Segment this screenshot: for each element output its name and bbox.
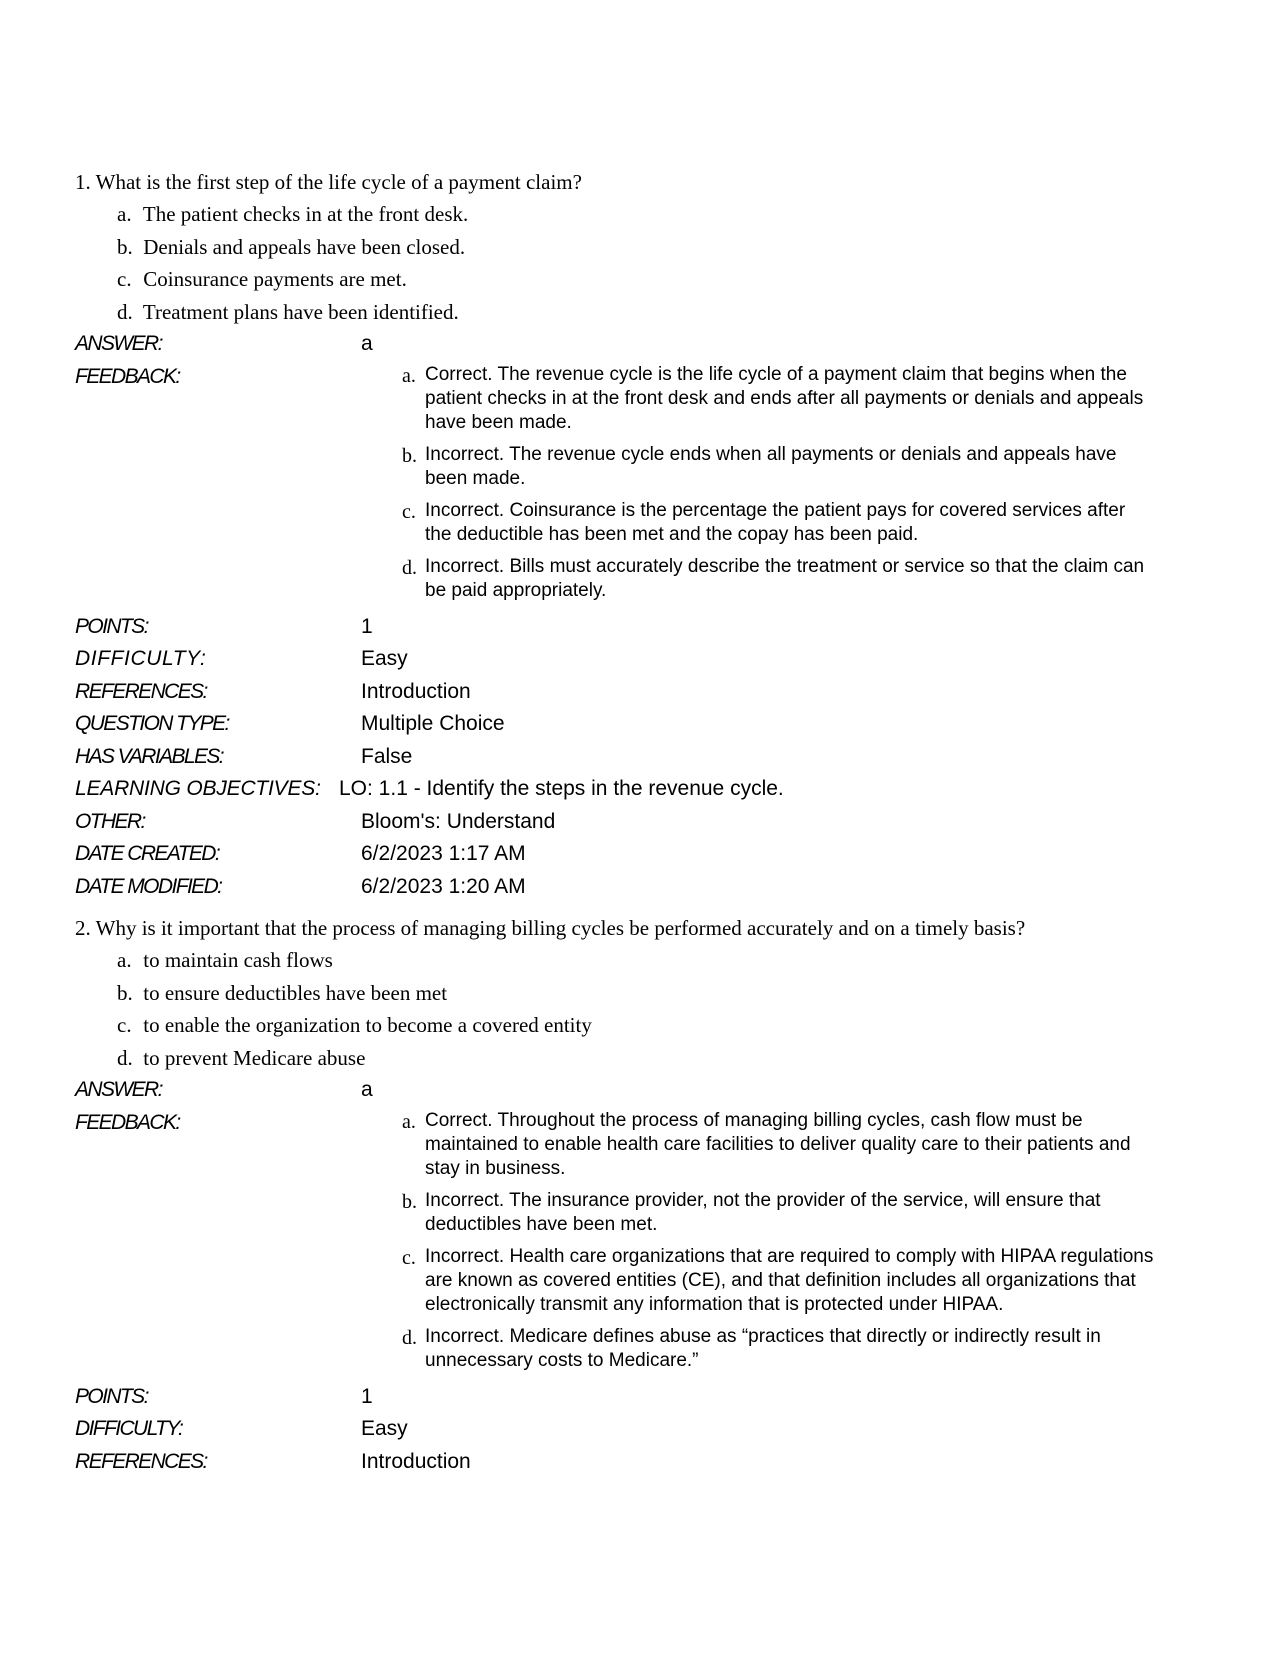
option-letter: d.	[117, 1045, 133, 1070]
feedback-text: Correct. The revenue cycle is the life cycle of a payment claim that begins when the patient checks in at the front desk and ends after all payments or denials and appeals have been made.	[425, 363, 1144, 433]
has-variables-row	[75, 741, 1205, 774]
feedback-item-c	[402, 499, 1155, 547]
feedback-text: Incorrect. Coinsurance is the percentage the patient pays for covered services after the deductible has been met and the copay has been paid.	[425, 499, 1126, 545]
feedback-letter: b.	[402, 444, 417, 467]
points-row	[75, 611, 1205, 644]
answer-row	[75, 328, 1205, 361]
learning-objectives-value: LO: 1.1 - Identify the steps in the revenue cycle.	[339, 777, 784, 800]
option-c	[75, 263, 1205, 296]
option-text: Treatment plans have been identified.	[142, 299, 459, 324]
date-created-value: 6/2/2023 1:17 AM	[361, 842, 526, 865]
feedback-list	[402, 1107, 1205, 1373]
difficulty-label: DIFFICULTY:	[75, 647, 207, 670]
feedback-item-b	[402, 443, 1155, 491]
date-modified-label: DATE MODIFIED:	[75, 874, 222, 898]
answer-value: a	[361, 1078, 373, 1101]
option-b	[75, 977, 1205, 1010]
other-value: Bloom's: Understand	[361, 809, 556, 833]
references-row	[75, 676, 1205, 709]
feedback-item-a	[402, 363, 1155, 435]
feedback-item-d	[402, 555, 1155, 603]
references-row	[75, 1446, 1205, 1479]
feedback-letter: b.	[402, 1190, 417, 1213]
option-text: to ensure deductibles have been met	[143, 980, 448, 1005]
option-letter: c.	[117, 267, 132, 291]
learning-objectives-label: LEARNING OBJECTIVES:	[75, 777, 321, 800]
feedback-list	[402, 361, 1205, 603]
difficulty-value: Easy	[361, 647, 408, 670]
option-text: to enable the organization to become a covered entity	[143, 1013, 592, 1037]
learning-objectives-row	[75, 773, 1205, 806]
option-c	[75, 1009, 1205, 1042]
feedback-letter: a.	[402, 364, 416, 387]
feedback-letter: c.	[402, 500, 416, 523]
question-type-value: Multiple Choice	[361, 712, 505, 735]
feedback-letter: d.	[402, 556, 417, 579]
feedback-text: Incorrect. Bills must accurately describe the treatment or service so that the claim can be paid appropriately.	[425, 555, 1145, 601]
option-a	[75, 198, 1205, 231]
answer-label: ANSWER:	[75, 332, 162, 355]
feedback-item-c	[402, 1245, 1155, 1317]
answer-label: ANSWER:	[75, 1078, 162, 1101]
question-stem: Why is it important that the process of managing billing cycles be performed accurately and on a timely basis?	[95, 916, 1026, 940]
option-letter: b.	[117, 980, 133, 1005]
references-value: Introduction	[361, 679, 471, 703]
feedback-text: Correct. Throughout the process of managing billing cycles, cash flow must be maintained to enable health care facilities to deliver quality care to their patients and stay in business.	[425, 1109, 1131, 1179]
option-a	[75, 944, 1205, 977]
points-value: 1	[361, 1384, 373, 1408]
answer-options	[75, 944, 1205, 1074]
option-d	[75, 1042, 1205, 1075]
answer-options	[75, 198, 1205, 328]
question-number: 1.	[75, 170, 91, 194]
points-row	[75, 1381, 1205, 1414]
other-label: OTHER:	[75, 809, 145, 833]
question-2	[75, 912, 1205, 1478]
answer-value: a	[361, 332, 373, 355]
other-row	[75, 806, 1205, 839]
option-b	[75, 231, 1205, 264]
option-text: to prevent Medicare abuse	[143, 1045, 366, 1070]
option-letter: c.	[117, 1013, 132, 1037]
option-letter: d.	[117, 299, 133, 324]
points-label: POINTS:	[75, 1384, 148, 1408]
feedback-label: FEEDBACK:	[75, 364, 180, 388]
difficulty-label: DIFFICULTY:	[75, 1417, 183, 1440]
feedback-text: Incorrect. The insurance provider, not the provider of the service, will ensure that deductibles have been met.	[425, 1189, 1101, 1235]
question-type-label: QUESTION TYPE:	[75, 712, 229, 735]
feedback-item-d	[402, 1325, 1155, 1373]
feedback-letter: a.	[402, 1110, 416, 1133]
option-letter: a.	[117, 202, 132, 226]
date-created-label: DATE CREATED:	[75, 842, 220, 865]
points-label: POINTS:	[75, 614, 148, 638]
feedback-text: Incorrect. The revenue cycle ends when all payments or denials and appeals have been made.	[425, 443, 1117, 489]
feedback-text: Incorrect. Medicare defines abuse as “practices that directly or indirectly result in unnecessary costs to Medicare.”	[425, 1325, 1101, 1371]
difficulty-row	[75, 643, 1205, 676]
points-value: 1	[361, 614, 373, 638]
references-value: Introduction	[361, 1449, 471, 1473]
question-number: 2.	[75, 916, 91, 940]
question-text	[75, 912, 1205, 944]
feedback-letter: c.	[402, 1246, 416, 1269]
references-label: REFERENCES:	[75, 679, 207, 703]
option-letter: a.	[117, 948, 132, 972]
option-text: Coinsurance payments are met.	[143, 267, 407, 291]
has-variables-label: HAS VARIABLES:	[75, 744, 224, 768]
question-stem: What is the first step of the life cycle of a payment claim?	[95, 170, 582, 194]
feedback-letter: d.	[402, 1326, 417, 1349]
difficulty-row	[75, 1413, 1205, 1446]
feedback-item-b	[402, 1189, 1155, 1237]
difficulty-value: Easy	[361, 1417, 408, 1440]
feedback-text: Incorrect. Health care organizations that are required to comply with HIPAA regulations are known as covered entities (CE), and that definition includes all organizations that electronically transmit any information that is protected under HIPAA.	[425, 1245, 1154, 1315]
question-type-row	[75, 708, 1205, 741]
feedback-item-a	[402, 1109, 1155, 1181]
feedback-label: FEEDBACK:	[75, 1110, 180, 1134]
option-letter: b.	[117, 234, 133, 259]
question-1	[75, 166, 1205, 903]
option-text: to maintain cash flows	[143, 948, 333, 972]
date-modified-value: 6/2/2023 1:20 AM	[361, 874, 526, 898]
question-text	[75, 166, 1205, 198]
option-text: Denials and appeals have been closed.	[143, 234, 466, 259]
option-d	[75, 296, 1205, 329]
references-label: REFERENCES:	[75, 1449, 207, 1473]
date-modified-row	[75, 871, 1205, 904]
option-text: The patient checks in at the front desk.	[142, 202, 469, 226]
answer-row	[75, 1074, 1205, 1107]
date-created-row	[75, 838, 1205, 871]
has-variables-value: False	[361, 744, 413, 768]
